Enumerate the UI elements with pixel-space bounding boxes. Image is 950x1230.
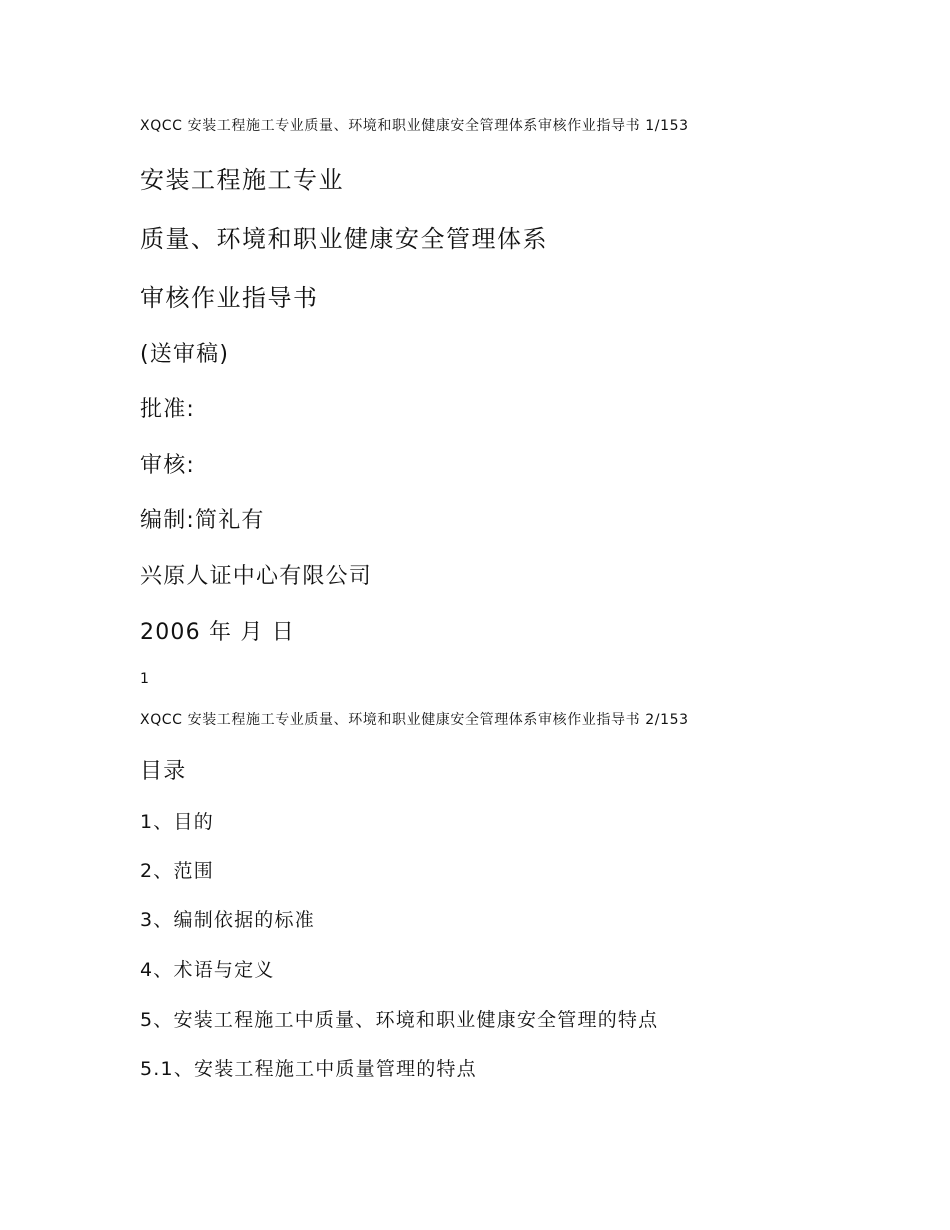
title-line-2: 质量、环境和职业健康安全管理体系 [140,225,548,253]
organization-name: 兴原人证中心有限公司 [140,564,373,589]
draft-note: (送审稿) [140,342,230,367]
title-line-1: 安装工程施工专业 [140,166,344,194]
approve-field: 批准: [140,397,196,422]
review-field: 审核: [140,453,196,478]
page-number: 1 [140,671,149,687]
toc-item: 2、范围 [140,860,214,882]
issue-date: 2006 年 月 日 [140,620,295,645]
compiler-field: 编制:简礼有 [140,508,265,533]
toc-item: 1、目的 [140,811,214,833]
title-line-3: 审核作业指导书 [140,284,319,312]
page-header-1: XQCC 安装工程施工专业质量、环境和职业健康安全管理体系审核作业指导书 1/153 [140,118,689,134]
toc-item: 3、编制依据的标准 [140,909,315,931]
page-header-2: XQCC 安装工程施工专业质量、环境和职业健康安全管理体系审核作业指导书 2/153 [140,712,689,728]
toc-item: 5、安装工程施工中质量、环境和职业健康安全管理的特点 [140,1009,659,1031]
toc-item: 4、术语与定义 [140,959,275,981]
toc-title: 目录 [140,759,187,784]
toc-item: 5.1、安装工程施工中质量管理的特点 [140,1058,477,1080]
